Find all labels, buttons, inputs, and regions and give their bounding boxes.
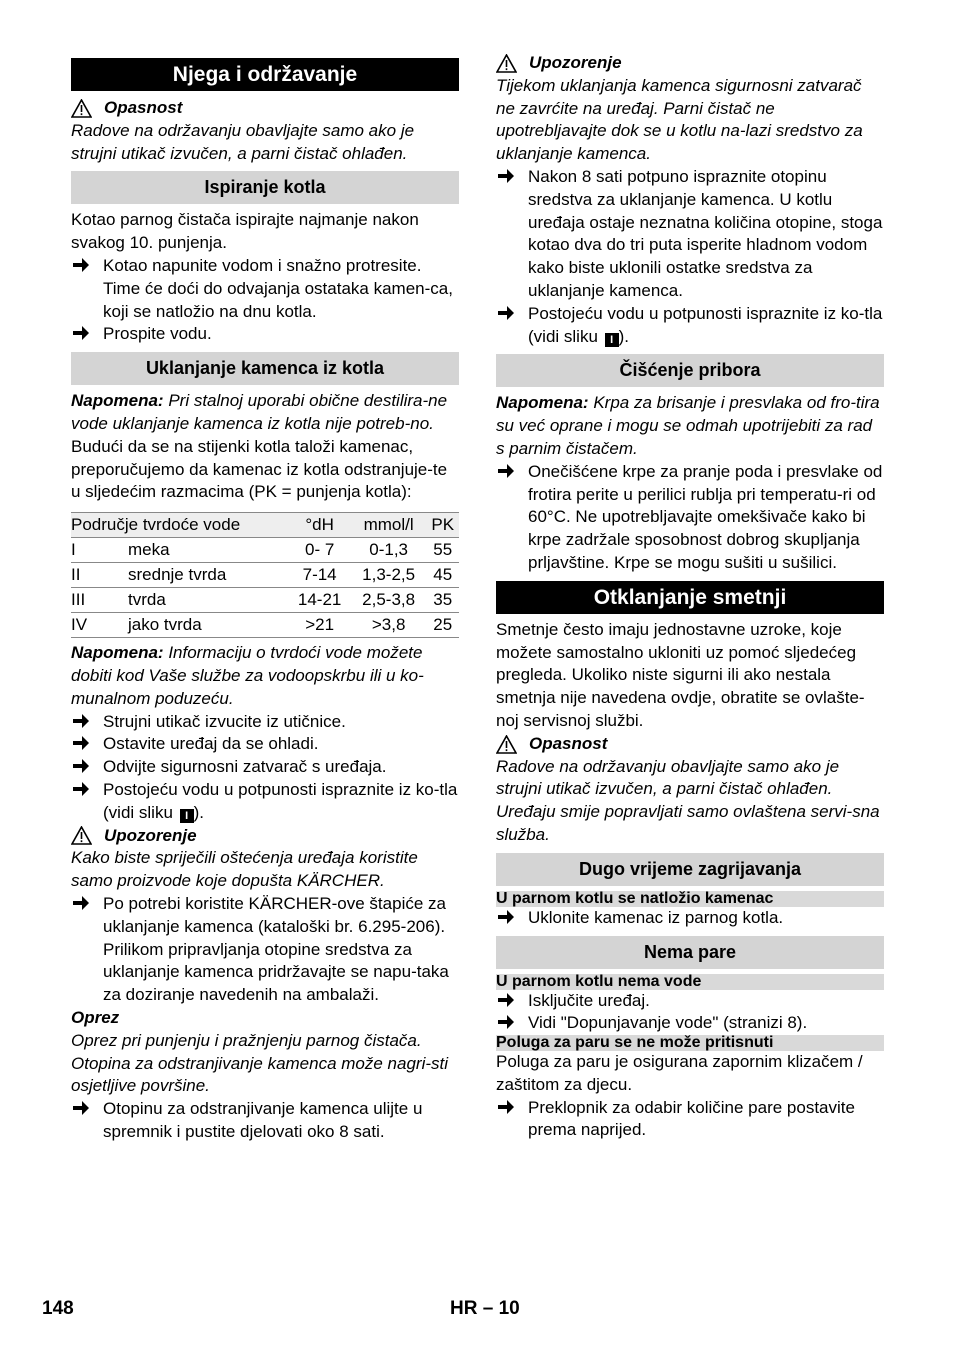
cloth-steps (496, 461, 884, 575)
danger-heading (71, 97, 459, 120)
list-item: Nakon 8 sati potpuno ispraznite otopinu sredstva za uklanjanje kamenca. U kotlu uređaja ostaje neznatna količina otopine, stoga kotao dva do tri puta isperite hladnom vodom kako biste uklonili ostatke sredstva za uklanjanje kamenca. (496, 166, 884, 303)
rinse-text: Kotao parnog čistača ispirajte najmanje nakon svakog 10. punjenja. (71, 210, 419, 253)
list-item: Postojeću vodu u potpunosti ispraznite iz ko-tla (vidi sliku I ). (71, 779, 459, 825)
page-section-label: HR – 10 (450, 1298, 520, 1319)
warning-title: Upozorenje (529, 53, 622, 72)
page-number: 148 (42, 1298, 74, 1319)
arrow-right-icon (71, 779, 93, 806)
warning-title: Upozorenje (104, 825, 197, 845)
fault-heading-lever: Poluga za paru se ne može pritisnuti (496, 1035, 884, 1051)
danger-title: Opasnost (529, 733, 608, 753)
arrow-right-icon (496, 907, 518, 934)
arrow-right-icon (71, 1098, 93, 1125)
table-row: I meka 0- 7 0-1,3 55 (71, 538, 459, 563)
danger-title: Opasnost (104, 98, 183, 117)
arrow-right-icon (71, 893, 93, 920)
caution-title: Oprez (71, 1007, 120, 1027)
table-row: III tvrda 14-21 2,5-3,8 35 (71, 588, 459, 613)
warning-triangle-icon (71, 826, 92, 845)
warning-heading (71, 825, 459, 848)
section-heading-troubleshooting: Otklanjanje smetnji (496, 581, 884, 614)
no-water-steps (496, 990, 884, 1036)
note-2: Napomena: Informaciju o tvrdoći vode možete dobiti kod Vaše službe za vodoopskrbu ili u ko-munalnom poduzeću. (71, 643, 424, 708)
fault-heading-scale: U parnom kotlu se natložio kamenac (496, 891, 884, 907)
list-item: Prospite vodu. (71, 323, 459, 346)
warning-heading (496, 52, 884, 75)
table-row: II srednje tvrda 7-14 1,3-2,5 45 (71, 563, 459, 588)
lever-steps (496, 1097, 884, 1143)
list-item: Strujni utikač izvucite iz utičnice. (71, 711, 459, 734)
warning-triangle-icon (496, 54, 517, 73)
danger-heading (496, 733, 884, 756)
note-1: Napomena: Pri stalnoj uporabi obične destilira-ne vode uklanjanje kamenca iz kotla nije potreb-no. (71, 391, 448, 433)
list-item: Otopinu za odstranjivanje kamenca ulijte u spremnik i pustite djelovati oko 8 sati. (71, 1098, 459, 1144)
figure-reference-icon: I (605, 333, 619, 347)
section-heading-maintenance: Njega i održavanje (71, 58, 459, 91)
caution-text: Oprez pri punjenju i pražnjenju parnog čistača. Otopina za odstranjivanje kamenca može nagri-sti osjetljive površine. (71, 1030, 449, 1096)
caution-heading (71, 1007, 459, 1030)
list-item: Uklonite kamenac iz parnog kotla. (496, 907, 884, 930)
scale-steps (496, 907, 884, 930)
right-column (496, 52, 884, 1142)
list-item: Ostavite uređaj da se ohladi. (71, 733, 459, 756)
danger-text: Radove na održavanju obavljajte samo ako je strujni utikač izvučen, a parni čistač ohlađen. (71, 120, 415, 163)
note-3: Napomena: Krpa za brisanje i presvlaka od fro-tira su već oprane i mogu se odmah upotrijebiti za rad s parnim čistačem. (496, 393, 880, 458)
figure-reference-icon: I (180, 809, 194, 823)
fault-heading-no-water: U parnom kotlu nema vode (496, 974, 884, 990)
list-item: Kotao napunite vodom i snažno protresite. Time će doći do odvajanja ostataka kamen-ca, koji se natložio na dnu kotla. (71, 255, 459, 323)
arrow-right-icon (496, 461, 518, 488)
arrow-right-icon (496, 166, 518, 193)
pour-step (71, 1098, 459, 1144)
list-item: Preklopnik za odabir količine pare postavite prema naprijed. (496, 1097, 884, 1143)
arrow-right-icon (496, 303, 518, 330)
list-item: Postojeću vodu u potpunosti ispraznite iz ko-tla (vidi sliku I ). (496, 303, 884, 349)
subsection-heading-no-steam: Nema pare (496, 936, 884, 969)
list-item: Onečišćene krpe za pranje poda i presvlake od frotira perite u perilici rublja pri temperatu-ri od 60°C. Ne upotrebljavajte omekšivače kako bi krpe zadržale sposobnost dobrog skupljanja prljavštine. Krpe se mogu sušiti u sušilici. (496, 461, 884, 575)
arrow-right-icon (71, 255, 93, 282)
list-item: Isključite uređaj. (496, 990, 884, 1013)
descale-steps (71, 711, 459, 825)
sticks-step (71, 893, 459, 1007)
subsection-heading-rinse: Ispiranje kotla (71, 171, 459, 204)
water-hardness-table (71, 512, 459, 638)
trouble-text: Smetnje često imaju jednostavne uzroke, koje možete samostalno ukloniti uz pomoć sljedećeg pregleda. Ukoliko niste sigurni ili ako nestala smetnja nije navedena ovdje, obratite se ovlašte-noj servisnoj službi. (496, 619, 865, 730)
arrow-right-icon (496, 1097, 518, 1124)
warning-text: Kako biste spriječili oštećenja uređaja koristite samo proizvode koje dopušta KÄRCHER. (71, 848, 418, 891)
lever-text: Poluga za paru je osigurana zapornim klizačem / zaštitom za djecu. (496, 1052, 863, 1094)
subsection-heading-heating: Dugo vrijeme zagrijavanja (496, 853, 884, 886)
table-header-row: Područje tvrdoće vode °dH mmol/l PK (71, 513, 459, 538)
list-item: Po potrebi koristite KÄRCHER-ove štapiće za uklanjanje kamenca (kataloški br. 6.295-206). Prilikom pripravljanja otopine sredstva za uklanjanje kamenca pridržavajte se napu-taka za doziranje navedenih na ambalaži. (71, 893, 459, 1007)
list-item: Odvijte sigurnosni zatvarač s uređaja. (71, 756, 459, 779)
subsection-heading-descale: Uklanjanje kamenca iz kotla (71, 352, 459, 385)
rinse-steps (71, 255, 459, 346)
warning-text: Tijekom uklanjanja kamenca sigurnosni zatvarač ne zavrćite na uređaj. Parni čistač ne upotrebljavajte dok se u kotlu na-lazi sredstvo za uklanjanje kamenca. (496, 75, 863, 164)
subsection-heading-accessories: Čišćenje pribora (496, 354, 884, 387)
left-column (71, 58, 459, 1144)
arrow-right-icon (71, 323, 93, 350)
warning-triangle-icon (496, 735, 517, 754)
arrow-right-icon (496, 1012, 518, 1039)
table-row: IV jako tvrda >21 >3,8 25 (71, 613, 459, 638)
descale-text: Budući da se na stijenki kotla taloži kamenac, preporučujemo da kamenac iz kotla odstranjuje-te u sljedećim razmacima (PK = punjenja kotla): (71, 436, 448, 502)
list-item: Vidi "Dopunjavanje vode" (stranizi 8). (496, 1012, 884, 1035)
drain-steps (496, 166, 884, 348)
danger-text: Radove na održavanju obavljajte samo ako je strujni utikač izvučen, a parni čistač ohlađen. Uređaju smije popravljati samo ovlaštena servi-sna služba. (496, 756, 880, 844)
warning-triangle-icon (71, 99, 92, 118)
